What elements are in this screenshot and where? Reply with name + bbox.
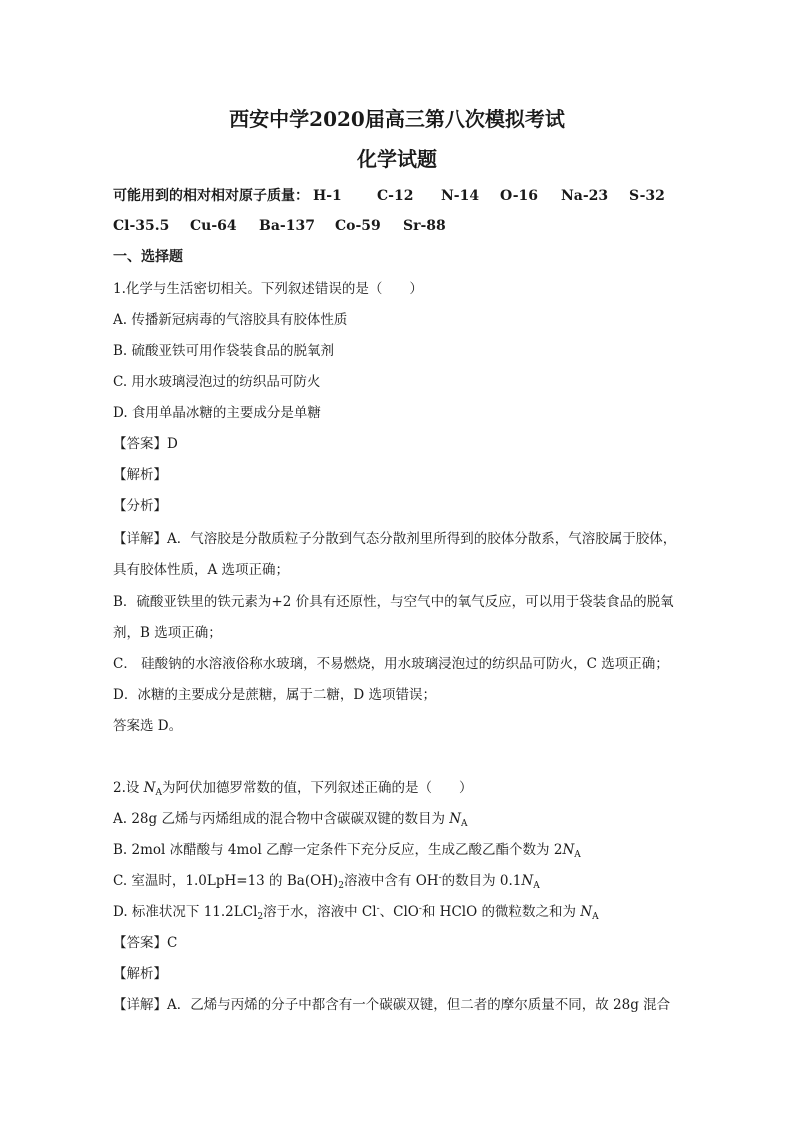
mass-item: H-1 bbox=[313, 188, 342, 204]
question-2-analysis-label: 【解析】 bbox=[113, 966, 167, 982]
mass-item: Na-23 bbox=[561, 188, 609, 204]
avogadro-symbol: N bbox=[521, 873, 534, 889]
question-1-conclusion: 答案选 D。 bbox=[113, 718, 183, 734]
question-1-analysis-label: 【解析】 bbox=[113, 467, 167, 483]
question-2-answer bbox=[113, 933, 177, 953]
avogadro-symbol: N bbox=[143, 780, 156, 796]
answer-value: C bbox=[167, 935, 178, 951]
answer-value: D bbox=[167, 436, 178, 452]
mass-item: C-12 bbox=[377, 188, 414, 204]
atomic-masses-label: 可能用到的相对相对原子质量： bbox=[113, 188, 309, 204]
question-1-fenxi-label: 【分析】 bbox=[113, 498, 167, 514]
mass-item: Cl-35.5 bbox=[113, 218, 170, 234]
question-1-detail-line: D．冰糖的主要成分是蔗糖，属于二糖，D 选项错误； bbox=[113, 687, 436, 703]
question-2-option-d: D. 标准状况下 11.2LCl$_2$溶于水，溶液中 Cl-、ClO-和 HClO 的微粒数之和为 $N_A$ bbox=[113, 904, 599, 922]
question-1-option-b: B. 硫酸亚铁可用作袋装食品的脱氧剂 bbox=[113, 343, 335, 359]
question-1-option-c: C. 用水玻璃浸泡过的纺织品可防火 bbox=[113, 374, 321, 390]
exam-title: 西安中学2020届高三第八次模拟考试 bbox=[229, 107, 565, 131]
question-1-detail-line: 【详解】A．气溶胶是分散质粒子分散到气态分散剂里所得到的胶体分散系，气溶胶属于胶体， bbox=[113, 531, 677, 547]
mass-item: S-32 bbox=[629, 188, 665, 204]
exam-subtitle: 化学试题 bbox=[357, 147, 437, 171]
section-heading: 一、选择题 bbox=[113, 249, 183, 265]
question-1-detail-line: 剂，B 选项正确； bbox=[113, 625, 222, 641]
avogadro-symbol: N bbox=[580, 904, 593, 920]
question-2-option-b: B. 2mol 冰醋酸与 4mol 乙醇一定条件下充分反应，生成乙酸乙酯个数为 $2N_A$ bbox=[113, 842, 581, 860]
answer-label: 【答案】 bbox=[113, 436, 167, 452]
atomic-masses-line-2 bbox=[113, 216, 446, 236]
atomic-masses-line-1 bbox=[113, 186, 665, 206]
question-1-option-a: A. 传播新冠病毒的气溶胶具有胶体性质 bbox=[113, 312, 348, 328]
mass-item: Sr-88 bbox=[403, 218, 446, 234]
question-1-detail-line: 具有胶体性质，A 选项正确； bbox=[113, 562, 290, 578]
mass-item: Cu-64 bbox=[190, 218, 237, 234]
mass-item: N-14 bbox=[441, 188, 480, 204]
mass-item: O-16 bbox=[500, 188, 539, 204]
question-1-detail-line: C． 硅酸钠的水溶液俗称水玻璃，不易燃烧，用水玻璃浸泡过的纺织品可防火，C 选项正确； bbox=[113, 656, 669, 672]
avogadro-symbol: N bbox=[562, 842, 575, 858]
mass-item: Ba-137 bbox=[259, 218, 315, 234]
question-1-option-d: D. 食用单晶冰糖的主要成分是单糖 bbox=[113, 405, 321, 421]
mass-item: Co-59 bbox=[335, 218, 381, 234]
question-1-detail-line: B．硫酸亚铁里的铁元素为+2 价具有还原性，与空气中的氧气反应，可以用于袋装食品的脱氧 bbox=[113, 594, 674, 610]
question-2-option-c: C. 室温时，1.0LpH=13 的 $Ba(OH)_2$溶液中含有 OH-的数目为 $0.1N_A$ bbox=[113, 873, 540, 891]
question-2-detail-line: 【详解】A．乙烯与丙烯的分子中都含有一个碳碳双键，但二者的摩尔质量不同，故 28g 混合 bbox=[113, 997, 671, 1013]
question-2-option-a: A. 28g 乙烯与丙烯组成的混合物中含碳碳双键的数目为 $N_A$ bbox=[113, 811, 468, 829]
question-1-answer bbox=[113, 434, 178, 454]
question-1-stem: 1.化学与生活密切相关。下列叙述错误的是（ ） bbox=[113, 281, 423, 297]
question-2-stem: 2.设 $N_A$为阿伏加德罗常数的值，下列叙述正确的是（ ） bbox=[113, 780, 473, 798]
answer-label: 【答案】 bbox=[113, 935, 167, 951]
avogadro-symbol: N bbox=[449, 811, 462, 827]
